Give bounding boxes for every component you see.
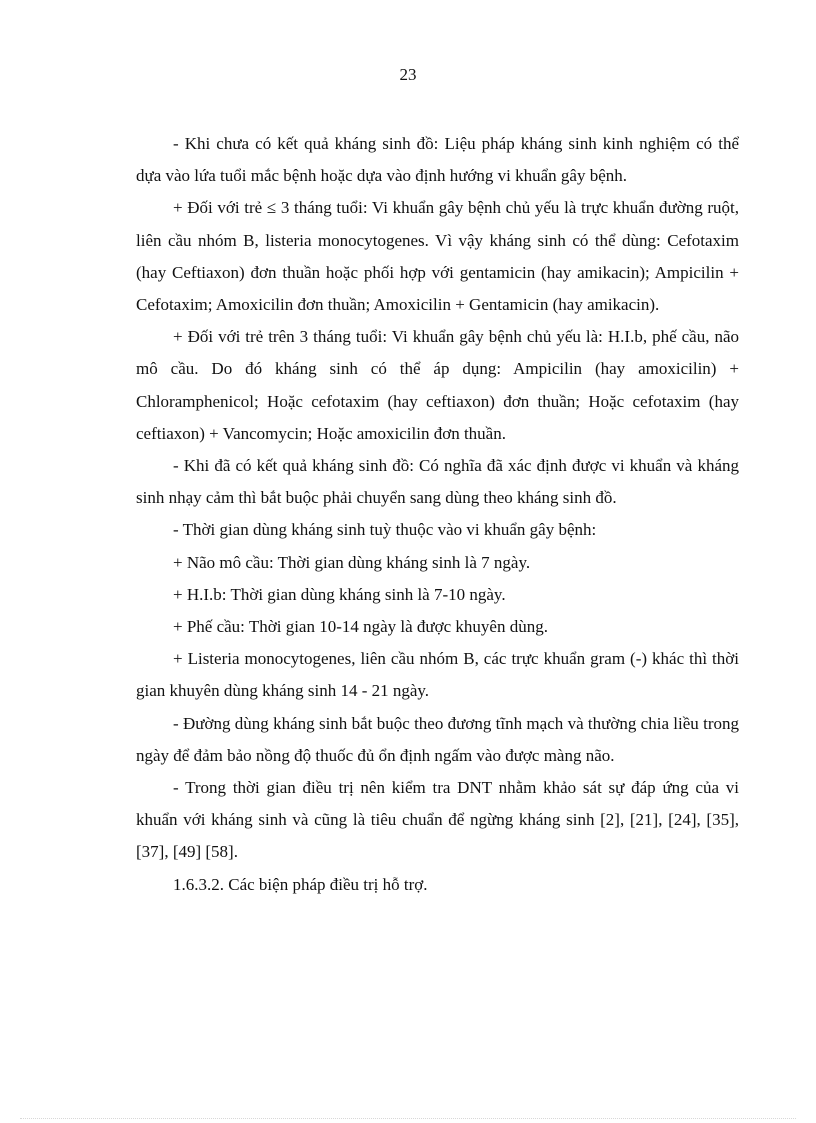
paragraph-hib-duration: + H.I.b: Thời gian dùng kháng sinh là 7-10 ngày. [173,584,506,604]
paragraph-over-3-months: + Đối với trẻ trên 3 tháng tuổi: Vi khuẩn gây bệnh chủ yếu là: H.I.b, phế cầu, não mô cầu. Do đó kháng sinh có thể áp dụng: Ampicilin (hay amoxicilin) + Chloramphenicol; Hoặc cefotaxim (hay ceftiaxon) đơn thuần; Hoặc cefotaxim (hay ceftiaxon) + Vancomycin; Hoặc amoxicilin đơn thuần. [136,327,739,443]
document-body [136,128,739,901]
paragraph-under-3-months: + Đối với trẻ ≤ 3 tháng tuổi: Vi khuẩn gây bệnh chủ yếu là trực khuẩn đường ruột, liên cầu nhóm B, listeria monocytogenes. Vì vậy kháng sinh có thể dùng: Cefotaxim (hay Ceftiaxon) đơn thuần hoặc phối hợp với gentamicin (hay amikacin); Ampicilin + Cefotaxim; Amoxicilin đơn thuần; Amoxicilin + Gentamicin (hay amikacin). [136,198,739,315]
paragraph-route-of-administration: - Đường dùng kháng sinh bắt buộc theo đương tĩnh mạch và thường chia liều trong ngày để đảm bảo nồng độ thuốc đủ ổn định ngấm vào được màng não. [136,713,739,765]
paragraph-csf-monitoring: - Trong thời gian điều trị nên kiểm tra DNT nhằm khảo sát sự đáp ứng của vi khuẩn với kháng sinh và cũng là tiêu chuẩn để ngừng kháng sinh [2], [21], [24], [35], [37], [49] [58]. [136,778,739,862]
paragraph-antibiogram-result: - Khi đã có kết quả kháng sinh đồ: Có nghĩa đã xác định được vi khuẩn và kháng sinh nhạy cảm thì bắt buộc phải chuyển sang dùng theo kháng sinh đồ. [136,456,739,508]
page-number: 23 [399,65,417,84]
paragraph-duration-intro: - Thời gian dùng kháng sinh tuỳ thuộc vào vi khuẩn gây bệnh: [173,520,597,540]
section-heading-supportive-treatment: 1.6.3.2. Các biện pháp điều trị hỗ trợ. [173,874,428,894]
paragraph-meningococcus-duration: + Não mô cầu: Thời gian dùng kháng sinh là 7 ngày. [173,552,531,572]
paragraph-empiric-antibiotics: - Khi chưa có kết quả kháng sinh đồ: Liệu pháp kháng sinh kinh nghiệm có thể dựa vào lứa tuổi mắc bệnh hoặc dựa vào định hướng vi khuẩn gây bệnh. [136,134,739,186]
paragraph-listeria-duration: + Listeria monocytogenes, liên cầu nhóm B, các trực khuẩn gram (-) khác thì thời gian khuyên dùng kháng sinh 14 - 21 ngày. [136,649,739,701]
paragraph-pneumococcus-duration: + Phế cầu: Thời gian 10-14 ngày là được khuyên dùng. [173,617,548,637]
page-bottom-rule [20,1118,796,1119]
